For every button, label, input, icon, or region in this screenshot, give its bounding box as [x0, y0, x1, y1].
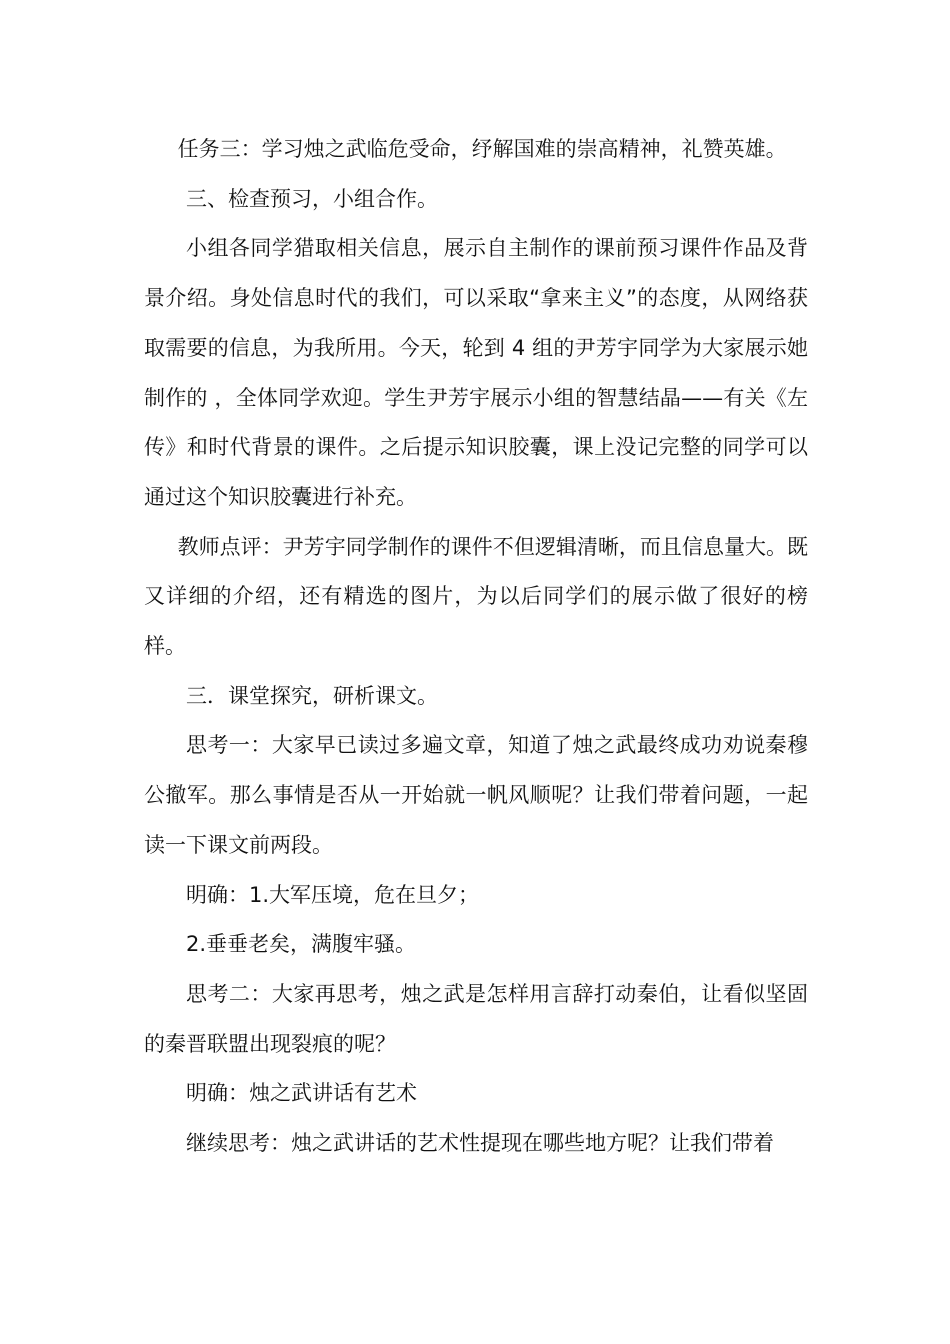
document-body: [144, 125, 808, 1169]
paragraph-question-two: 思考二：大家再思考，烛之武是怎样用言辞打动秦伯，让看似坚固的秦晋联盟出现裂痕的呢？: [144, 981, 808, 1056]
heading-classroom-inquiry: 三．课堂探究，研析课文。: [186, 683, 438, 708]
heading-check-preview: 三、检查预习，小组合作。: [186, 186, 438, 211]
paragraph-clarify-two: 2.垂垂老矣，满腹牢骚。: [186, 932, 417, 957]
paragraph-question-one: 思考一：大家早已读过多遍文章，知道了烛之武最终成功劝说秦穆公撤军。那么事情是否从一开始就一帆风顺呢？让我们带着问题，一起读一下课文前两段。: [144, 733, 808, 857]
paragraph-teacher-comment: 教师点评：尹芳宇同学制作的课件不但逻辑清晰，而且信息量大。既又详细的介绍，还有精选的图片，为以后同学们的展示做了很好的榜样。: [144, 534, 808, 659]
paragraph-clarify-art: 明确：烛之武讲话有艺术: [186, 1081, 417, 1106]
paragraph-clarify-one: 明确：1.大军压境，危在旦夕；: [186, 882, 480, 907]
paragraph-group-work: 小组各同学猎取相关信息，展示自主制作的课前预习课件作品及背景介绍。身处信息时代的我们，可以采取“拿来主义”的态度，从网络获取需要的信息，为我所用。今天，轮到 4 组的尹芳宇同学为大家展示她制作的 ，全体同学欢迎。学生尹芳宇展示小组的智慧结晶——有关《左传》和时代背景的课件。之后提示知识胶囊，课上没记完整的同学可以通过这个知识胶囊进行补充。: [144, 236, 808, 509]
paragraph-task-three: 任务三：学习烛之武临危受命，纾解国难的崇高精神，礼赞英雄。: [177, 137, 787, 161]
paragraph-continue-thinking: 继续思考：烛之武讲话的艺术性提现在哪些地方呢？让我们带着: [186, 1131, 774, 1156]
